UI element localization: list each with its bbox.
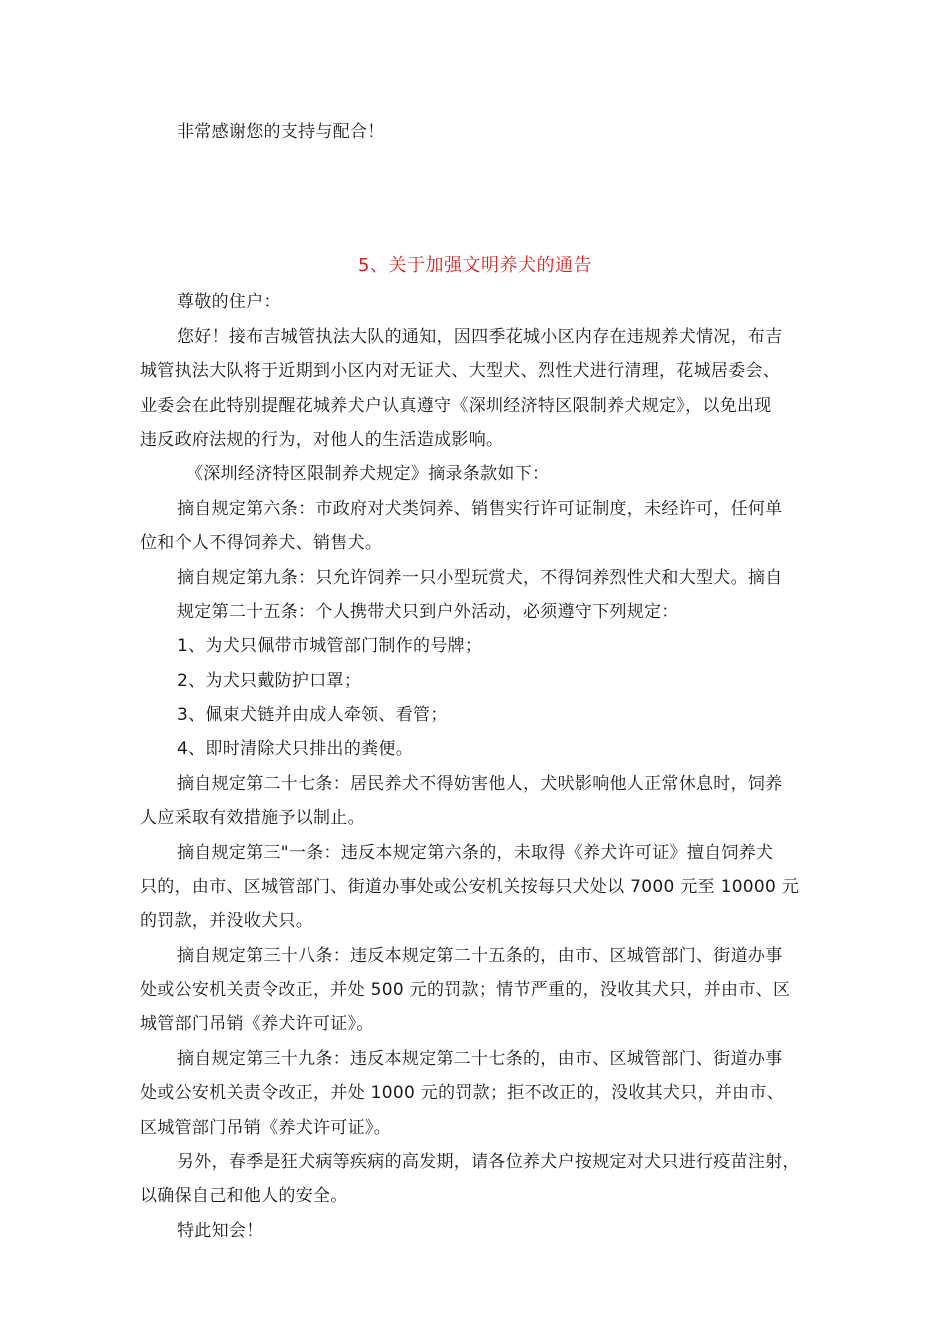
body-line: 规定第二十五条：个人携带犬只到户外活动，必须遵守下列规定： bbox=[177, 602, 679, 622]
body-line: 摘自规定第三"一条：违反本规定第六条的，未取得《养犬许可证》擅自饲养犬 bbox=[177, 843, 774, 863]
body-line: 区城管部门吊销《养犬许可证》。 bbox=[140, 1118, 391, 1138]
body-line: 另外，春季是狂犬病等疾病的高发期，请各位养犬户按规定对犬只进行疫苗注射， bbox=[177, 1152, 800, 1172]
body-line: 摘自规定第三十九条：违反本规定第二十七条的，由市、区城管部门、街道办事 bbox=[177, 1049, 783, 1069]
list-item: 4、即时清除犬只排出的粪便。 bbox=[177, 739, 414, 759]
body-line: 处或公安机关责令改正，并处 1000 元的罚款；拒不改正的，没收其犬只，并由市、 bbox=[140, 1083, 785, 1103]
body-line: 的罚款，并没收犬只。 bbox=[140, 911, 313, 931]
list-item: 2、为犬只戴防护口罩； bbox=[177, 671, 362, 691]
body-line: 只的，由市、区城管部门、街道办事处或公安机关按每只犬处以 7000 元至 10000 元 bbox=[140, 877, 800, 897]
body-line: 位和个人不得饲养犬、销售犬。 bbox=[140, 533, 383, 553]
body-line: 以确保自己和他人的安全。 bbox=[140, 1186, 348, 1206]
body-line: 您好！接布吉城管执法大队的通知，因四季花城小区内存在违规养犬情况，布吉 bbox=[177, 327, 783, 347]
body-line: 摘自规定第二十七条：居民养犬不得妨害他人，犬吠影响他人正常休息时，饲养 bbox=[177, 774, 783, 794]
body-line: 城管部门吊销《养犬许可证》。 bbox=[140, 1014, 374, 1034]
body-line: 城管执法大队将于近期到小区内对无证犬、大型犬、烈性犬进行清理，花城居委会、 bbox=[140, 361, 781, 381]
body-line: 摘自规定第三十八条：违反本规定第二十五条的，由市、区城管部门、街道办事 bbox=[177, 946, 783, 966]
salutation: 尊敬的住户： bbox=[177, 292, 281, 312]
body-line: 人应采取有效措施予以制止。 bbox=[140, 808, 365, 828]
closing-line: 特此知会！ bbox=[177, 1221, 264, 1241]
body-line: 业委会在此特别提醒花城养犬户认真遵守《深圳经济特区限制养犬规定》，以免出现 bbox=[140, 396, 772, 416]
body-line: 处或公安机关责令改正，并处 500 元的罚款；情节严重的，没收其犬只，并由市、区 bbox=[140, 980, 791, 1000]
body-line: 《深圳经济特区限制养犬规定》摘录条款如下： bbox=[186, 464, 550, 484]
closing-thanks: 非常感谢您的支持与配合！ bbox=[177, 122, 385, 142]
list-item: 3、佩束犬链并由成人牵领、看管； bbox=[177, 705, 448, 725]
body-line: 违反政府法规的行为，对他人的生活造成影响。 bbox=[140, 430, 504, 450]
body-line: 摘自规定第九条：只允许饲养一只小型玩赏犬，不得饲养烈性犬和大型犬。摘自 bbox=[177, 568, 783, 588]
notice-title: 5、关于加强文明养犬的通告 bbox=[358, 255, 592, 276]
list-item: 1、为犬只佩带市城管部门制作的号牌； bbox=[177, 636, 483, 656]
body-line: 摘自规定第六条：市政府对犬类饲养、销售实行许可证制度，未经许可，任何单 bbox=[177, 499, 783, 519]
